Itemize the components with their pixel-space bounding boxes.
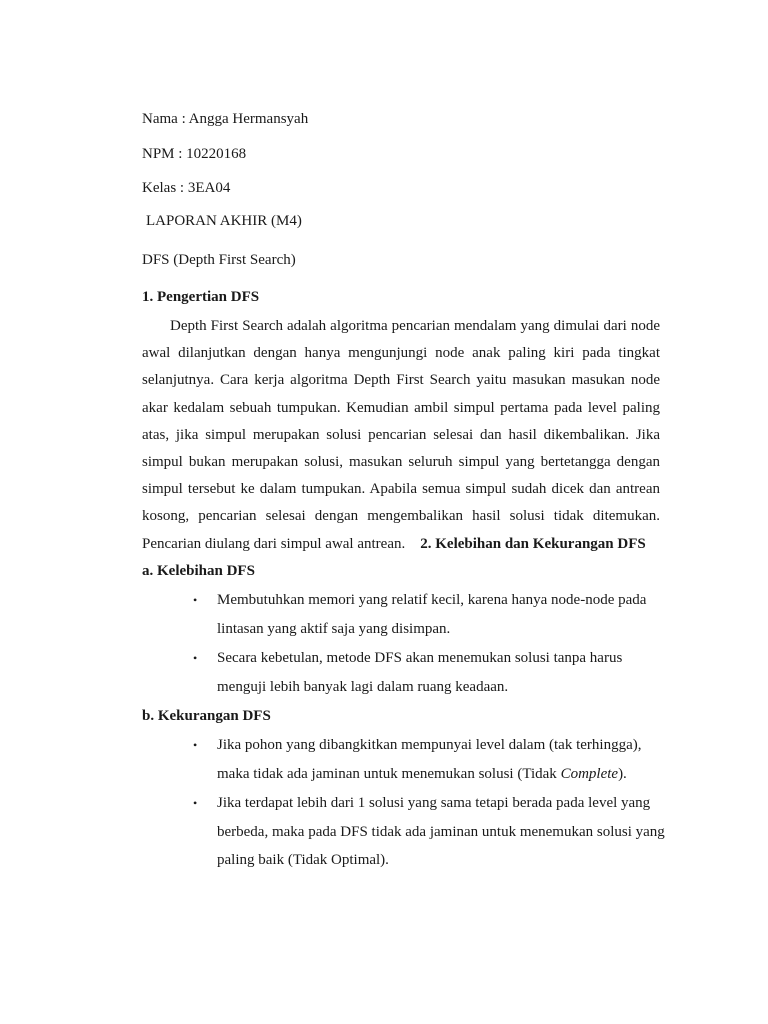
advantage-item-text: Membutuhkan memori yang relatif kecil, karena hanya node-node pada lintasan yang aktif saja yang disimpan. [217,592,647,637]
bullet-icon: • [193,593,198,607]
list-item [0,731,768,788]
student-name: Nama : Angga Hermansyah [142,111,309,127]
report-topic: DFS (Depth First Search) [142,252,296,268]
disadvantages-list [0,731,768,875]
section-heading-definition: 1. Pengertian DFS [142,289,260,305]
report-title: LAPORAN AKHIR (M4) [146,213,302,229]
bullet-icon: • [193,651,198,665]
disadvantage-item-text: Jika terdapat lebih dari 1 solusi yang sama tetapi berada pada level yang berbeda, maka pada DFS tidak ada jaminan untuk menemukan solusi yang paling baik (Tidak Optimal). [217,795,665,868]
definition-paragraph [142,313,660,558]
disadvantage-item-text: Jika pohon yang dibangkitkan mempunyai level dalam (tak terhingga), maka tidak ada jaminan untuk menemukan solusi (Tidak Complete). [217,737,642,782]
advantages-list [0,586,768,701]
bullet-icon: • [193,796,198,810]
student-npm: NPM : 10220168 [142,146,247,162]
definition-text: Depth First Search adalah algoritma pencarian mendalam yang dimulai dari node awal dilanjutkan dengan hanya mengunjungi node anak paling kiri pada tingkat selanjutnya. Cara kerja algoritma Depth First Search yaitu masukan masukan node akar kedalam sebuah tumpukan. Kemudian ambil simpul pertama pada level paling atas, jika simpul merupakan solusi pencarian selesai dan hasil dikembalikan. Jika simpul bukan merupakan solusi, masukan seluruh simpul yang bertetangga dengan simpul tersebut ke dalam tumpukan. Apabila semua simpul sudah dicek dan antrean kosong, pencarian selesai dengan mengembalikan hasil solusi tidak ditemukan. Pencarian diulang dari simpul awal antrean. [142,318,660,552]
subheading-disadvantages: b. Kekurangan DFS [142,708,271,724]
section-heading-pros-cons: 2. Kelebihan dan Kekurangan DFS [420,535,646,552]
list-item [0,789,768,875]
student-class: Kelas : 3EA04 [142,180,231,196]
subheading-advantages: a. Kelebihan DFS [142,563,255,579]
list-item [0,586,768,643]
italic-term: Complete [560,765,619,782]
list-item [0,644,768,701]
bullet-icon: • [193,738,198,752]
advantage-item-text: Secara kebetulan, metode DFS akan menemukan solusi tanpa harus menguji lebih banyak lagi dalam ruang keadaan. [217,650,623,695]
